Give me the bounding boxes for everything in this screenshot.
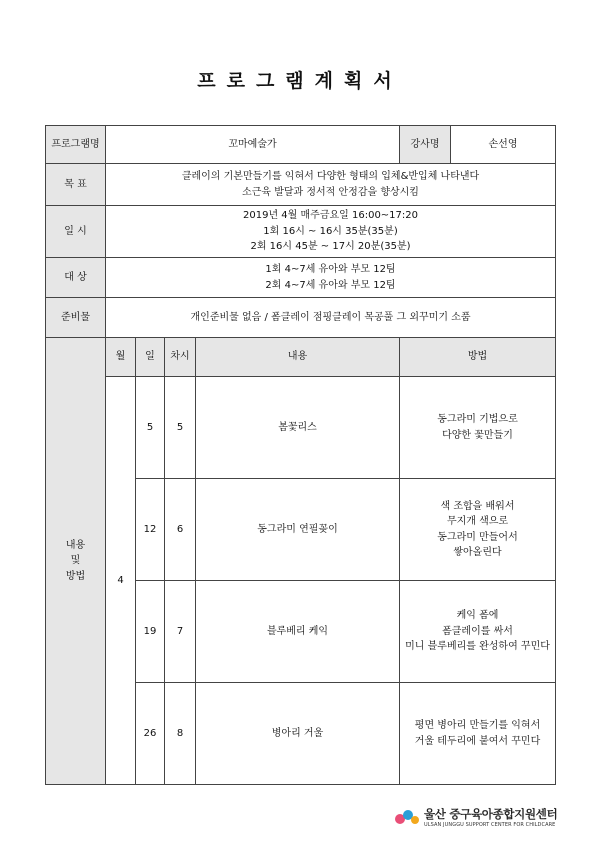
- session-cell: 5: [165, 377, 196, 479]
- method-line: 동그라미 기법으로: [437, 414, 518, 425]
- method-line: 미니 블루베리를 완성하여 꾸민다: [405, 641, 550, 653]
- goal-value: [106, 164, 556, 206]
- target-label: 대 상: [46, 258, 106, 298]
- logo-dot-3: [411, 816, 419, 824]
- supplies-value: 개인준비물 없음 / 폼클레이 점핑클레이 목공풀 그 외꾸미기 소품: [106, 298, 556, 338]
- col-header-month: 월: [106, 338, 136, 377]
- schedule-label: 일 시: [46, 206, 106, 258]
- session-cell: 6: [165, 479, 196, 581]
- method-line: 색 조합을 배워서: [440, 500, 515, 512]
- col-header-method: 방법: [400, 338, 556, 377]
- content-cell: 블루베리 케익: [196, 581, 400, 683]
- day-cell: 26: [136, 683, 165, 785]
- day-cell: 12: [136, 479, 165, 581]
- method-line: 평면 병아리 만들기를 익혀서: [414, 720, 541, 731]
- goal-line: 클레이의 기본만들기를 익혀서 다양한 형태의 입체&반입체 나타낸다: [181, 171, 480, 182]
- goal-line: 소근육 발달과 정서적 안정감을 향상시킴: [242, 186, 419, 198]
- program-name-label: 프로그램명: [46, 126, 106, 164]
- method-line: 거울 테두리에 붙여서 꾸민다: [414, 735, 541, 747]
- method-line: 무지개 색으로: [446, 516, 509, 527]
- instructor-value: 손선영: [451, 126, 556, 164]
- method-line: 케익 폼에: [456, 610, 499, 622]
- col-header-day: 일: [136, 338, 165, 377]
- supplies-label: 준비물: [46, 298, 106, 338]
- method-line: 다양한 꽃만들기: [442, 429, 513, 441]
- logo-subtext: ULSAN JUNGGU SUPPORT CENTER FOR CHILDCARE: [424, 822, 556, 828]
- content-cell: 동그라미 연필꽂이: [196, 479, 400, 581]
- schedule-line: 1회 16시 ~ 16시 35분(35분): [263, 225, 398, 237]
- target-line: 1회 4~7세 유아와 부모 12팀: [265, 264, 396, 275]
- instructor-label: 강사명: [400, 126, 451, 164]
- center-logo-icon: [394, 806, 420, 828]
- schedule-line: 2회 16시 45분 ~ 17시 20분(35분): [250, 241, 411, 253]
- session-cell: 8: [165, 683, 196, 785]
- schedule-line: 2019년 4월 매주금요일 16:00~17:20: [243, 210, 418, 222]
- day-cell: 5: [136, 377, 165, 479]
- content-method-label-line: 방법: [65, 570, 86, 582]
- table-row: [46, 377, 556, 479]
- method-cell: [400, 377, 556, 479]
- logo-text: 울산 중구육아종합지원센터: [424, 807, 558, 821]
- method-line: 동그라미 만들어서: [437, 531, 518, 543]
- day-cell: 19: [136, 581, 165, 683]
- center-logo: [394, 804, 564, 834]
- content-method-label-line: 내용: [65, 539, 86, 551]
- program-plan-table: [45, 125, 556, 785]
- content-method-label: [46, 338, 106, 785]
- content-cell: 봄꽃리스: [196, 377, 400, 479]
- method-line: 폼클레이를 싸서: [442, 625, 513, 637]
- goal-label: 목 표: [46, 164, 106, 206]
- target-value: [106, 258, 556, 298]
- session-cell: 7: [165, 581, 196, 683]
- method-cell: [400, 581, 556, 683]
- method-line: 쌓아올린다: [453, 547, 502, 558]
- month-cell: 4: [106, 377, 136, 785]
- col-header-session: 차시: [165, 338, 196, 377]
- content-method-label-line: 및: [70, 555, 81, 567]
- col-header-content: 내용: [196, 338, 400, 377]
- method-cell: [400, 683, 556, 785]
- document-title: 프로그램계획서: [197, 70, 403, 92]
- program-name-value: 꼬마예술가: [106, 126, 400, 164]
- target-line: 2회 4~7세 유아와 부모 12팀: [265, 279, 396, 291]
- content-cell: 병아리 거울: [196, 683, 400, 785]
- method-cell: [400, 479, 556, 581]
- schedule-value: [106, 206, 556, 258]
